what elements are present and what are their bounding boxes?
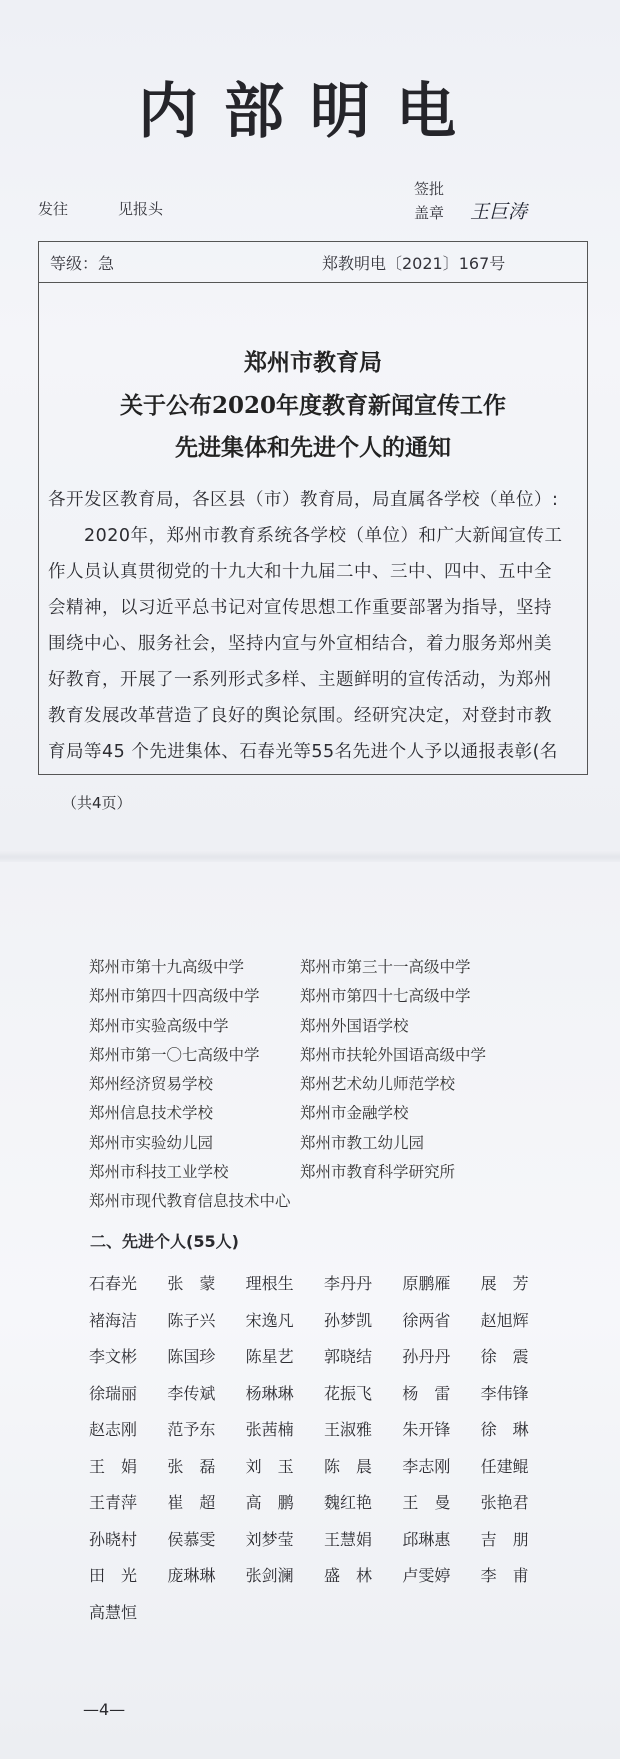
person-name: 王青萍 [89, 1493, 138, 1512]
name-row [89, 1266, 559, 1303]
unit-name: 郑州市教育科学研究所 [300, 1163, 456, 1182]
send-label: 发往 [38, 200, 69, 218]
name-row [89, 1485, 559, 1522]
person-name: 刘 玉 [245, 1456, 294, 1476]
person-name: 崔 超 [167, 1493, 216, 1512]
units-left-column [89, 953, 291, 1217]
person-name: 李 甫 [480, 1566, 529, 1585]
unit-name: 郑州市教工幼儿园 [300, 1133, 425, 1152]
person-name: 陈星艺 [245, 1347, 294, 1366]
page-folio: —4— [83, 1700, 126, 1719]
unit-name: 郑州市第一〇七高级中学 [89, 1045, 260, 1064]
person-name: 原鹏雁 [402, 1274, 451, 1293]
unit-name: 郑州市实验高级中学 [89, 1016, 229, 1035]
unit-name: 郑州市第十九高级中学 [89, 958, 245, 976]
person-name: 徐 琳 [480, 1420, 529, 1439]
name-row [89, 1522, 559, 1559]
person-name: 王慧娟 [323, 1529, 372, 1549]
notice-heading-line-3: 先进集体和先进个人的通知 [175, 434, 451, 461]
person-name: 张 磊 [167, 1456, 216, 1476]
person-name: 徐两省 [402, 1310, 451, 1330]
person-name: 李传斌 [167, 1383, 216, 1403]
person-name: 盛 林 [323, 1566, 372, 1585]
person-name: 赵志刚 [89, 1420, 138, 1439]
unit-name: 郑州市科技工业学校 [89, 1163, 229, 1182]
person-name: 魏红艳 [323, 1493, 372, 1512]
person-name: 朱开锋 [402, 1420, 451, 1439]
person-name: 李伟锋 [480, 1383, 529, 1403]
name-row [89, 1339, 559, 1376]
person-name: 王 娟 [89, 1456, 138, 1476]
person-name: 侯慕雯 [167, 1529, 216, 1549]
document-page-1 [0, 0, 620, 862]
body-line: 围绕中心、服务社会，坚持内宣与外宣相结合，着力服务郑州美 [48, 634, 552, 654]
frame-divider [38, 282, 588, 283]
person-name: 高慧恒 [89, 1602, 138, 1622]
unit-name: 郑州市第四十四高级中学 [89, 987, 260, 1006]
person-name: 王淑雅 [323, 1420, 372, 1439]
person-name: 范予东 [167, 1420, 216, 1439]
body-line: 好教育，开展了一系列形式多样、主题鲜明的宣传活动，为郑州 [48, 670, 552, 690]
person-name: 花振飞 [323, 1383, 372, 1403]
person-name: 陈子兴 [167, 1310, 216, 1330]
signature: 王巨涛 [470, 201, 528, 223]
individuals-list [89, 1266, 559, 1631]
person-name: 陈 晨 [323, 1456, 372, 1476]
notice-heading-line-1: 郑州市教育局 [244, 349, 382, 376]
person-name: 张剑澜 [245, 1566, 294, 1585]
unit-name: 郑州信息技术学校 [89, 1104, 214, 1123]
person-name: 邱琳惠 [402, 1529, 451, 1549]
person-name: 宋逸凡 [245, 1310, 294, 1330]
name-row [89, 1412, 559, 1449]
individuals-heading: 二、先进个人(55人) [90, 1232, 239, 1251]
person-name: 理根生 [245, 1274, 294, 1293]
body-line: 教育发展改革营造了良好的舆论氛围。经研究决定，对登封市教 [48, 706, 552, 726]
person-name: 李丹丹 [323, 1274, 372, 1293]
person-name: 展 芳 [480, 1274, 529, 1293]
person-name: 刘梦莹 [245, 1529, 294, 1549]
name-row [89, 1558, 559, 1595]
person-name: 赵旭辉 [480, 1310, 529, 1330]
body-line: 各开发区教育局，各区县（市）教育局，局直属各学校（单位）: [48, 490, 559, 510]
name-row [89, 1376, 559, 1413]
person-name: 徐 震 [480, 1347, 529, 1366]
name-row [89, 1449, 559, 1486]
body-line: 作人员认真贯彻党的十九大和十九届二中、三中、四中、五中全 [48, 562, 552, 582]
unit-name: 郑州市金融学校 [300, 1104, 409, 1123]
person-name: 孙梦凯 [323, 1310, 372, 1330]
unit-name: 郑州市扶轮外国语高级中学 [300, 1045, 487, 1064]
unit-name: 郑州经济贸易学校 [89, 1075, 214, 1094]
person-name: 孙丹丹 [402, 1347, 451, 1366]
document-number: 郑教明电〔2021〕167号 [322, 254, 506, 273]
person-name: 张 蒙 [167, 1274, 216, 1293]
body-line: 育局等45 个先进集体、石春光等55名先进个人予以通报表彰(名 [48, 742, 558, 762]
unit-name: 郑州市第四十七高级中学 [300, 987, 471, 1006]
person-name: 徐瑞丽 [89, 1383, 138, 1403]
person-name: 庞琳琳 [167, 1566, 216, 1585]
person-name: 李文彬 [89, 1347, 138, 1366]
person-name: 张茜楠 [245, 1420, 294, 1439]
name-row [89, 1303, 559, 1340]
person-name: 郭晓结 [323, 1347, 372, 1366]
person-name: 任建鲲 [480, 1456, 529, 1476]
send-value: 见报头 [118, 200, 164, 218]
unit-name: 郑州市实验幼儿园 [89, 1133, 214, 1152]
body-line: 会精神，以习近平总书记对宣传思想工作重要部署为指导，坚持 [48, 598, 552, 618]
person-name: 张艳君 [480, 1493, 529, 1512]
notice-body [48, 482, 580, 770]
body-line: 2020年，郑州市教育系统各学校（单位）和广大新闻宣传工 [48, 526, 563, 546]
person-name: 吉 朋 [480, 1529, 529, 1549]
notice-heading-line-2: 关于公布2020年度教育新闻宣传工作 [119, 392, 506, 419]
units-right-column [300, 953, 486, 1187]
person-name: 杨 雷 [402, 1383, 451, 1403]
person-name: 褚海洁 [89, 1310, 138, 1330]
total-pages: （共4页） [62, 794, 132, 812]
person-name: 石春光 [89, 1274, 138, 1293]
person-name: 高 鹏 [245, 1493, 294, 1512]
person-name: 田 光 [89, 1566, 138, 1585]
approve-label: 签批 [414, 180, 445, 198]
unit-name: 郑州艺术幼儿师范学校 [300, 1075, 456, 1094]
person-name: 王 曼 [402, 1493, 451, 1512]
person-name: 卢雯婷 [402, 1566, 451, 1585]
urgency-level: 等级：急 [50, 254, 115, 273]
unit-name: 郑州外国语学校 [300, 1016, 409, 1035]
person-name: 陈国珍 [167, 1347, 216, 1366]
document-title: 内部明电 [138, 77, 482, 147]
person-name: 孙晓村 [89, 1529, 138, 1549]
person-name: 李志刚 [402, 1456, 451, 1476]
seal-label: 盖章 [414, 204, 445, 222]
unit-name: 郑州市第三十一高级中学 [300, 958, 471, 976]
person-name: 杨琳琳 [245, 1383, 294, 1403]
unit-name: 郑州市现代教育信息技术中心 [89, 1192, 291, 1211]
name-row [89, 1595, 559, 1632]
